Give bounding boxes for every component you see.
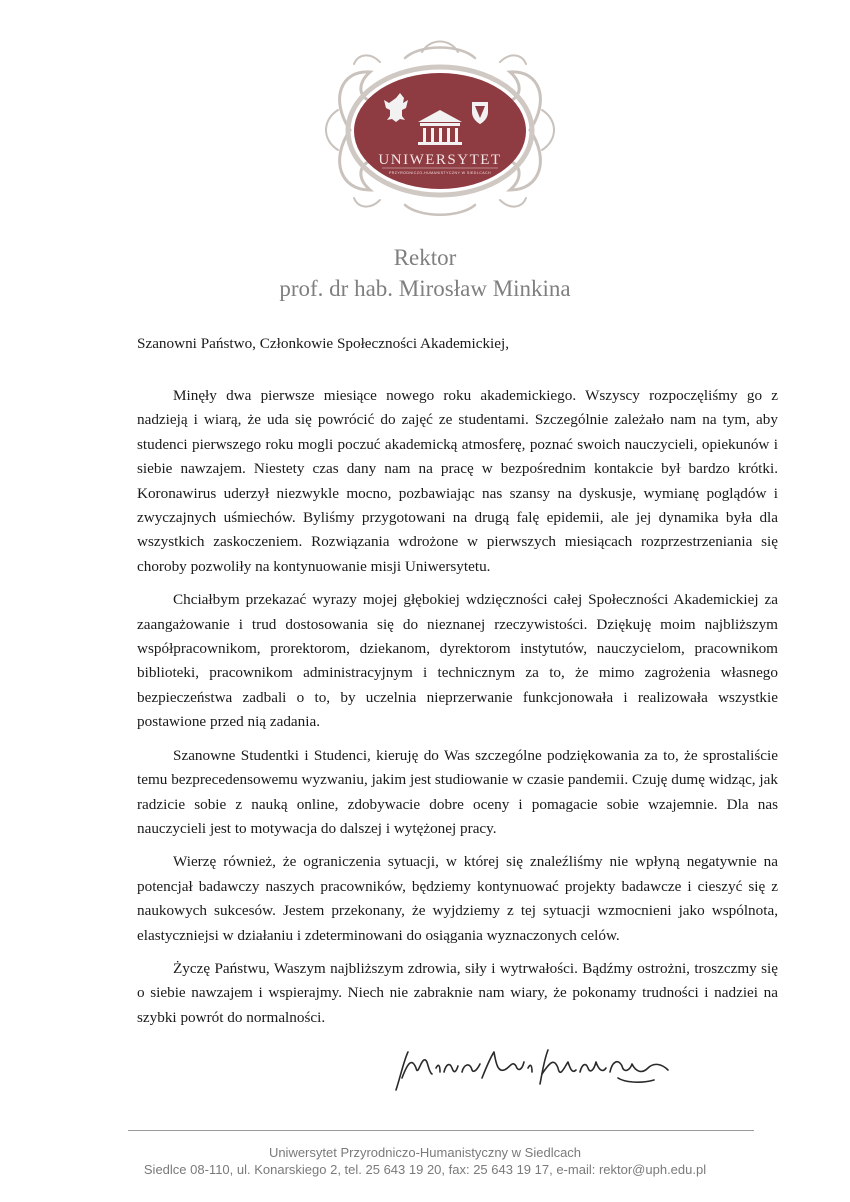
logo-wordmark: UNIWERSYTET: [378, 152, 502, 168]
footer-contact: Siedlce 08-110, ul. Konarskiego 2, tel. 25 643 19 20, fax: 25 643 19 17, e-mail: rektor@uph.edu.pl: [143, 1162, 707, 1177]
paragraph: Szanowne Studentki i Studenci, kieruję do Was szczególne podziękowania za to, że sprostaliście temu bezprecedensowemu wyzwaniu, jakim jest studiowanie w czasie pandemii. Czuję dumę widząc, jak radzicie sobie z nauką online, zdobywacie dobre oceny i pomagacie sobie wzajemnie. Dla nas nauczycieli jest to motywacja do dalszej i wytężonej pracy.: [137, 746, 778, 837]
university-logo: [310, 40, 570, 220]
header-title: Rektor: [393, 245, 457, 270]
footer-institution: Uniwersytet Przyrodniczo-Humanistyczny w Siedlcach: [268, 1145, 582, 1160]
handwritten-signature: [392, 1038, 692, 1098]
paragraph: Minęły dwa pierwsze miesiące nowego roku akademickiego. Wszyscy rozpoczęliśmy go z nadzieją i wiarą, że uda się powrócić do zajęć ze studentami. Szczególnie zależało nam na tym, aby studenci pierwszego roku mogli poczuć akademicką atmosferę, poznać swoich nauczycieli, opiekunów i siebie nawzajem. Niestety czas dany nam na pracę w bezpośrednim kontakcie był bardzo krótki. Koronawirus uderzył niezwykle mocno, pozbawiając nas szansy na dyskusje, wymianę poglądów i zwyczajnych uśmiechów. Byliśmy przygotowani na drugą falę epidemii, ale jej dynamika była dla wszystkich zaskoczeniem. Rozwiązania wdrożone w pierwszych miesiącach rozprzestrzeniania się choroby pozwoliły na kontynuowanie misji Uniwersytetu.: [137, 387, 778, 575]
paragraph: Chciałbym przekazać wyrazy mojej głębokiej wdzięczności całej Społeczności Akademickiej za zaangażowanie i trud dostosowania się do nieznanej rzeczywistości. Dziękuję moim najbliższym współpracownikom, prorektorom, dziekanom, dyrektorom instytutów, nauczycielom, pracownikom biblioteki, pracownikom administracyjnym i technicznym za to, że mimo zagrożenia własnego bezpieczeństwa zadbali o to, by uczelnia nieprzerwanie funkcjonowała i realizowała wszystkie postawione przed nią zadania.: [137, 591, 778, 731]
paragraph: Życzę Państwu, Waszym najbliższym zdrowia, siły i wytrwałości. Bądźmy ostrożni, troszczmy się o siebie nawzajem i wspierajmy. Niech nie zabraknie nam wiary, że pokonamy trudności i nadziei na szybki powrót do normalności.: [137, 959, 778, 1026]
salutation: Szanowni Państwo, Członkowie Społeczności Akademickiej,: [137, 335, 510, 352]
logo-subtitle: PRZYRODNICZO-HUMANISTYCZNY W SIEDLCACH: [389, 171, 491, 175]
header-name: prof. dr hab. Mirosław Minkina: [279, 276, 571, 301]
paragraph: Wierzę również, że ograniczenia sytuacji, w której się znaleźliśmy nie wpłyną negatywnie na potencjał badawczy naszych pracowników, będziemy kontynuować projekty badawcze i cieszyć się z naukowych sukcesów. Jestem przekonany, że wyjdziemy z tej sytuacji wzmocnieni jako wspólnota, elastyczniejsi w działaniu i zdeterminowani do osiągania wyznaczonych celów.: [137, 853, 778, 944]
footer-divider: [128, 1130, 754, 1131]
letter-body: [137, 384, 778, 1039]
